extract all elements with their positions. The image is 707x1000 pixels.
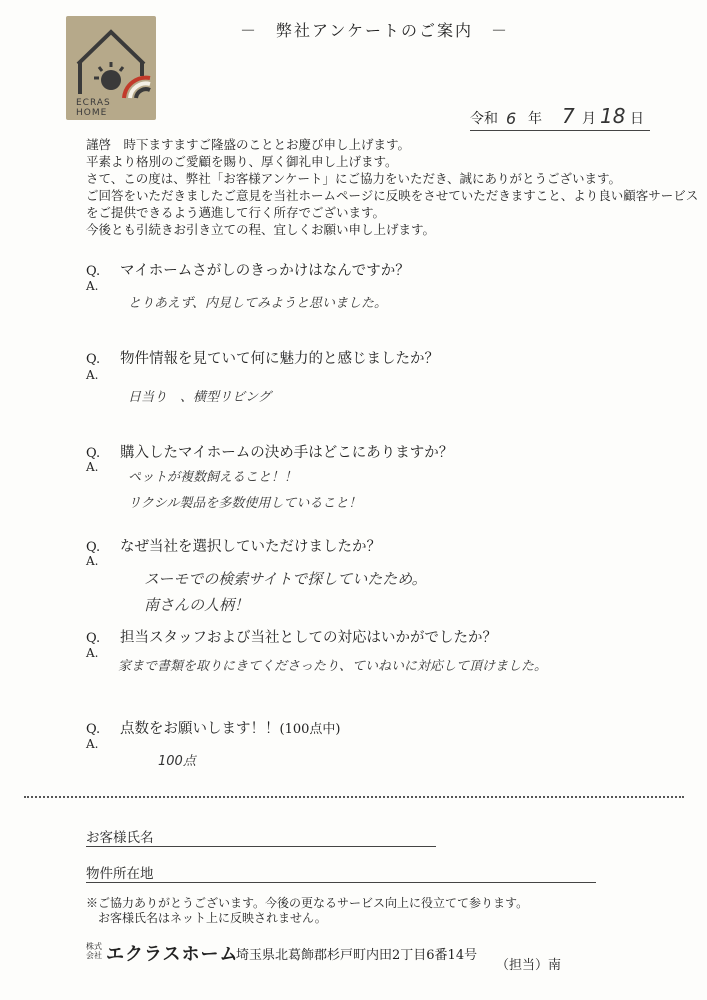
question-2 xyxy=(86,347,439,368)
greeting-line: 謹啓 時下ますますご隆盛のこととお慶び申し上げます。 xyxy=(86,137,411,152)
date-line xyxy=(470,104,650,131)
question-text: 担当スタッフおよび当社としての対応はいかがでしたか？ xyxy=(120,630,497,646)
thank-you-note xyxy=(86,896,528,926)
a-mark: A. xyxy=(86,554,99,568)
answer-1: とりあえず、内見してみようと思いました。 xyxy=(128,296,387,311)
date-day: 18 xyxy=(600,104,626,128)
note-line: ※ご協力ありがとうございます。今後の更なるサービス向上に役立てて参ります。 xyxy=(86,896,529,910)
q-mark: Q. xyxy=(86,540,101,555)
staff-in-charge xyxy=(496,954,561,973)
question-text: 購入したマイホームの決め手はどこにありますか？ xyxy=(120,445,454,461)
question-6 xyxy=(86,717,340,738)
kabushiki-gaisha-mark: 株式会社 xyxy=(86,942,102,960)
a-mark: A. xyxy=(86,460,99,474)
greeting-text xyxy=(86,136,699,238)
question-5 xyxy=(86,626,497,647)
question-1 xyxy=(86,259,410,280)
answer-3a: ペットが複数飼えること！！ xyxy=(128,470,298,485)
a-mark: A. xyxy=(86,368,99,382)
page-title: － 弊社アンケートのご案内 － xyxy=(240,21,510,40)
answer-4b: 南さんの人柄！ xyxy=(144,596,250,614)
logo-text-line1: ECRAS xyxy=(76,98,111,108)
question-suffix: (100点中) xyxy=(279,722,341,737)
a-mark: A. xyxy=(86,737,99,751)
property-address-label: 物件所在地 xyxy=(86,866,154,882)
q-mark: Q. xyxy=(86,446,101,461)
question-text: マイホームさがしのきっかけはなんですか？ xyxy=(120,263,410,279)
logo-text-line2: HOME xyxy=(76,108,108,118)
a-mark: A. xyxy=(86,279,99,293)
question-text: 物件情報を見ていて何に魅力的と感じましたか？ xyxy=(120,351,439,367)
question-text: 点数をお願いします！！ xyxy=(120,721,280,737)
company-logo xyxy=(66,16,156,120)
answer-4a: スーモでの検索サイトで探していたため。 xyxy=(144,570,427,588)
q-mark: Q. xyxy=(86,264,101,279)
customer-name-field[interactable] xyxy=(86,845,436,847)
q-mark: Q. xyxy=(86,352,101,367)
date-era: 令和 xyxy=(470,111,498,127)
staff-label: （担当） xyxy=(496,958,549,973)
answer-2: 日当り 、横型リビング xyxy=(128,390,271,405)
question-4 xyxy=(86,535,381,556)
dotted-divider xyxy=(24,796,684,798)
company-name: エクラスホーム xyxy=(106,944,239,965)
greeting-line: 平素より格別のご愛顧を賜り、厚く御礼申し上げます。 xyxy=(86,154,398,169)
answer-6: 100点 xyxy=(158,754,196,769)
date-month: 7 xyxy=(562,104,575,128)
property-address-field[interactable] xyxy=(86,881,596,883)
q-mark: Q. xyxy=(86,631,101,646)
greeting-line: ご回答をいただきましたご意見を当社ホームページに反映をさせていただきますこと、より良い顧客サービス xyxy=(86,188,699,203)
company-address: 埼玉県北葛飾郡杉戸町内田2丁目6番14号 xyxy=(236,948,478,963)
customer-name-label: お客様氏名 xyxy=(86,830,154,846)
q-mark: Q. xyxy=(86,722,101,737)
question-text: なぜ当社を選択していただけましたか？ xyxy=(120,539,381,555)
question-3 xyxy=(86,441,453,462)
staff-name: 南 xyxy=(548,958,562,973)
greeting-line: さて、この度は、弊社「お客様アンケート」にご協力をいただき、誠にありがとうございます。 xyxy=(86,171,622,186)
answer-3b: リクシル製品を多数使用していること！ xyxy=(128,496,362,511)
greeting-line: をご提供できるよう邁進して行く所存でございます。 xyxy=(86,205,386,220)
date-month-unit: 月 xyxy=(582,111,596,127)
date-year-unit: 年 xyxy=(528,111,542,127)
greeting-line: 今後とも引続きお引き立ての程、宜しくお願い申し上げます。 xyxy=(86,222,436,237)
date-year: 6 xyxy=(506,109,517,128)
answer-5: 家まで書類を取りにきてくださったり、ていねいに対応して頂けました。 xyxy=(118,659,548,674)
note-line: お客様氏名はネット上に反映されません。 xyxy=(98,911,327,925)
date-day-unit: 日 xyxy=(630,111,644,127)
a-mark: A. xyxy=(86,646,99,660)
